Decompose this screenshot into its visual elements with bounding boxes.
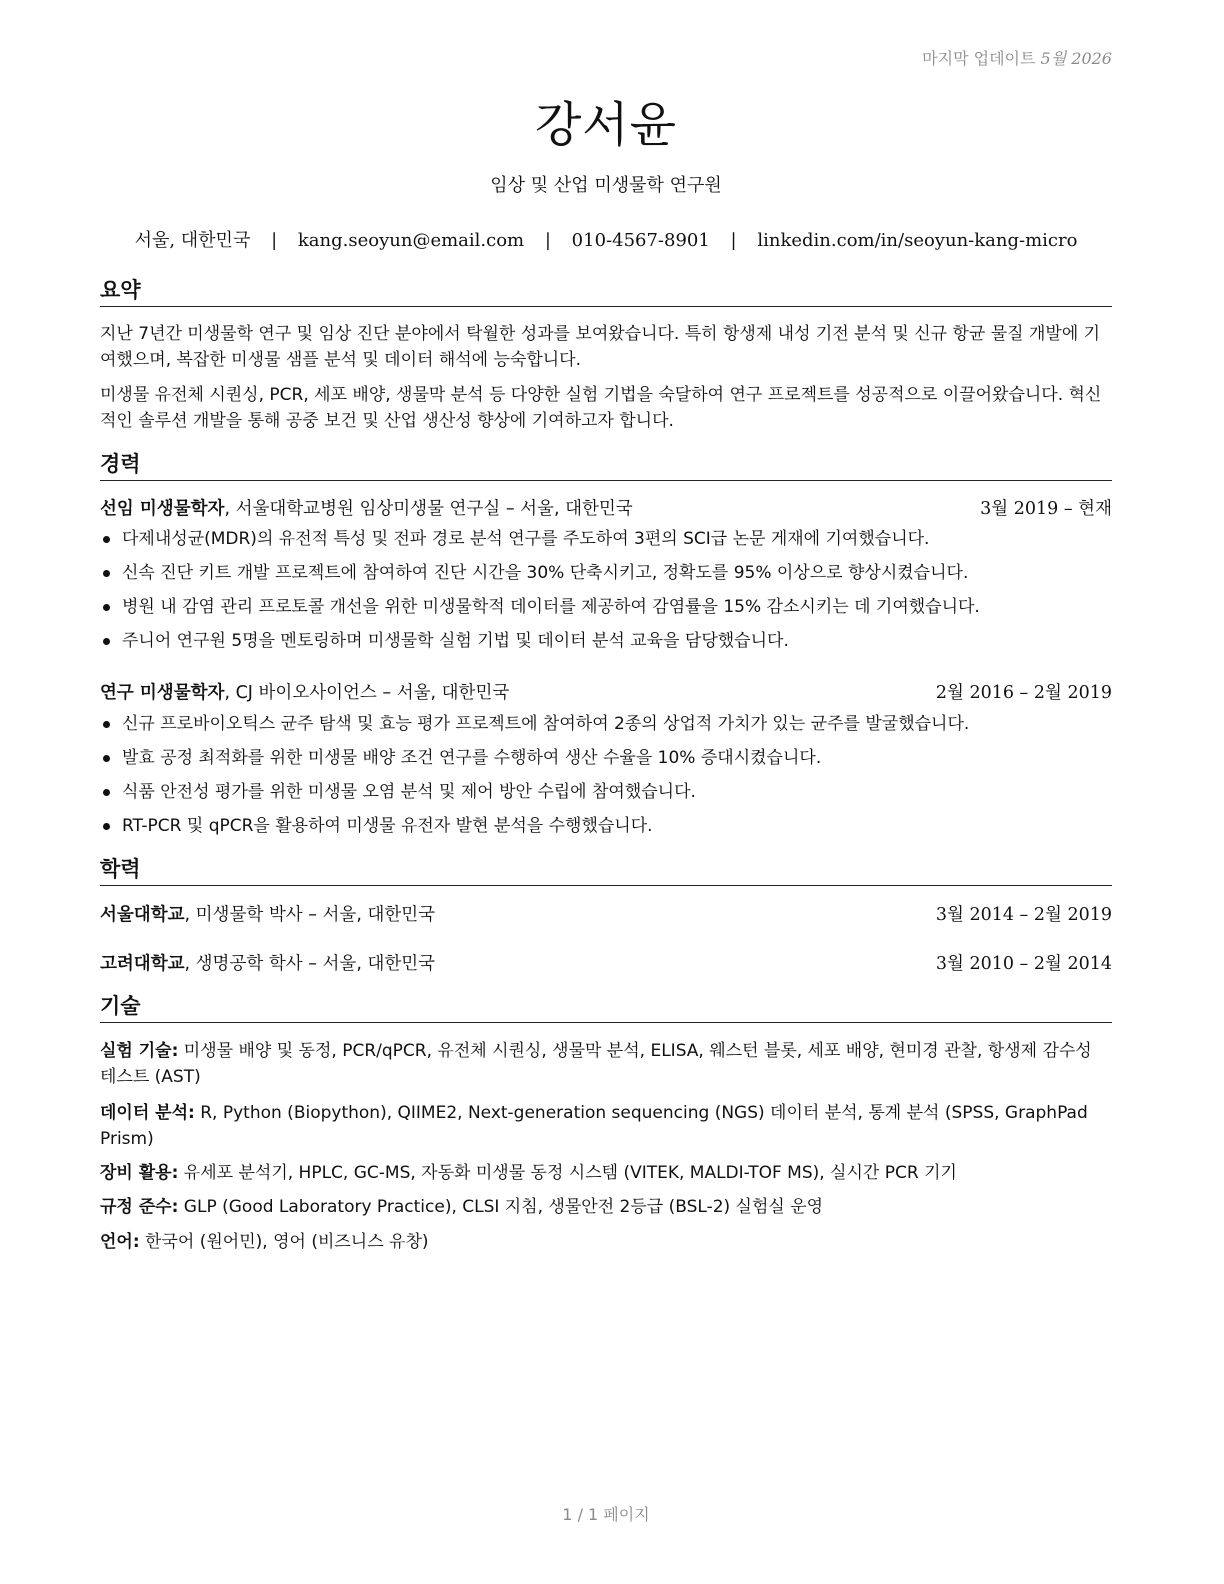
experience-bullets — [100, 527, 1112, 663]
education-dates: 3월 2010 – 2월 2014 — [935, 954, 1112, 974]
skill-item — [100, 1100, 1112, 1152]
contact-phone: 010-4567-8901 — [571, 230, 710, 251]
last-updated-date: 5월 2026 — [1040, 49, 1112, 68]
experience-role: 연구 미생물학자 — [100, 683, 225, 703]
section-title-summary: 요약 — [100, 277, 1112, 307]
contact-linkedin[interactable]: linkedin.com/in/seoyun-kang-micro — [757, 230, 1078, 251]
skill-text: 한국어 (원어민), 영어 (비즈니스 유창) — [139, 1232, 429, 1252]
skill-label: 데이터 분석: — [100, 1103, 195, 1123]
skill-label: 규정 준수: — [100, 1197, 179, 1217]
candidate-name: 강서윤 — [534, 97, 678, 153]
section-title-education: 학력 — [100, 856, 1112, 886]
experience-bullets — [100, 712, 1112, 848]
list-item — [100, 527, 1112, 561]
education-entry — [100, 903, 1112, 927]
bullet-icon — [103, 570, 110, 577]
candidate-subtitle: 임상 및 산업 미생물학 연구원 — [490, 175, 722, 196]
contact-line — [100, 226, 1112, 252]
bullet-text: 신속 진단 키트 개발 프로젝트에 참여하여 진단 시간을 30% 단축시키고, 정확도를 95% 이상으로 향상시켰습니다. — [122, 563, 969, 583]
contact-email[interactable]: kang.seoyun@email.com — [297, 230, 525, 251]
experience-entry-header — [100, 497, 1112, 521]
section-title-skills: 기술 — [100, 993, 1112, 1023]
bullet-text: 발효 공정 최적화를 위한 미생물 배양 조건 연구를 수행하여 생산 수율을 10% 증대시켰습니다. — [122, 748, 822, 768]
skill-item — [100, 1038, 1112, 1090]
page-number: 1 / 1 페이지 — [562, 1505, 650, 1524]
list-item — [100, 629, 1112, 663]
experience-org: , 서울대학교병원 임상미생물 연구실 – 서울, 대한민국 — [224, 499, 633, 519]
education-entry — [100, 952, 1112, 976]
bullet-icon — [103, 536, 110, 543]
experience-dates: 2월 2016 – 2월 2019 — [935, 683, 1112, 703]
education-detail: , 미생물학 박사 – 서울, 대한민국 — [184, 905, 436, 925]
bullet-text: 병원 내 감염 관리 프로토콜 개선을 위한 미생물학적 데이터를 제공하여 감염률을 15% 감소시키는 데 기여했습니다. — [122, 597, 980, 617]
list-item — [100, 595, 1112, 629]
section-title-experience: 경력 — [100, 451, 1112, 481]
skill-label: 실험 기술: — [100, 1041, 179, 1061]
bullet-icon — [103, 721, 110, 728]
skill-text: 유세포 분석기, HPLC, GC-MS, 자동화 미생물 동정 시스템 (VITEK, MALDI-TOF MS), 실시간 PCR 기기 — [178, 1163, 957, 1183]
skill-text: R, Python (Biopython), QIIME2, Next-generation sequencing (NGS) 데이터 분석, 통계 분석 (SPSS, GraphPad Prism) — [100, 1103, 1088, 1149]
bullet-icon — [103, 755, 110, 762]
education-school: 고려대학교 — [100, 954, 185, 974]
skill-text: GLP (Good Laboratory Practice), CLSI 지침, 생물안전 2등급 (BSL-2) 실험실 운영 — [178, 1197, 824, 1217]
experience-org: , CJ 바이오사이언스 – 서울, 대한민국 — [224, 683, 510, 703]
contact-separator: | — [271, 230, 278, 251]
list-item — [100, 712, 1112, 746]
skill-label: 장비 활용: — [100, 1163, 179, 1183]
education-detail: , 생명공학 학사 – 서울, 대한민국 — [184, 954, 436, 974]
skill-label: 언어: — [100, 1232, 140, 1252]
bullet-icon — [103, 604, 110, 611]
skill-item — [100, 1229, 1112, 1255]
contact-separator: | — [730, 230, 737, 251]
resume-page — [100, 0, 1112, 1584]
last-updated-prefix: 마지막 업데이트 — [922, 49, 1036, 68]
contact-location: 서울, 대한민국 — [134, 230, 251, 251]
bullet-text: 주니어 연구원 5명을 멘토링하며 미생물학 실험 기법 및 데이터 분석 교육을 담당했습니다. — [122, 631, 789, 651]
skill-item — [100, 1194, 1112, 1220]
bullet-icon — [103, 638, 110, 645]
bullet-icon — [103, 789, 110, 796]
bullet-text: 다제내성균(MDR)의 유전적 특성 및 전파 경로 분석 연구를 주도하여 3편의 SCI급 논문 게재에 기여했습니다. — [122, 529, 930, 549]
bullet-text: 신규 프로바이오틱스 균주 탐색 및 효능 평가 프로젝트에 참여하여 2종의 상업적 가치가 있는 균주를 발굴했습니다. — [122, 714, 970, 734]
last-updated — [922, 46, 1112, 69]
list-item — [100, 814, 1112, 848]
list-item — [100, 561, 1112, 595]
skill-item — [100, 1160, 1112, 1186]
experience-entry-header — [100, 681, 1112, 705]
list-item — [100, 746, 1112, 780]
skill-text: 미생물 배양 및 동정, PCR/qPCR, 유전체 시퀀싱, 생물막 분석, ELISA, 웨스턴 블롯, 세포 배양, 현미경 관찰, 항생제 감수성 테스트 (AST) — [100, 1041, 1092, 1087]
experience-dates: 3월 2019 – 현재 — [980, 499, 1112, 519]
summary-paragraph: 미생물 유전체 시퀀싱, PCR, 세포 배양, 생물막 분석 등 다양한 실험 기법을 숙달하여 연구 프로젝트를 성공적으로 이끌어왔습니다. 혁신적인 솔루션 개발을 통해 공중 보건 및 산업 생산성 향상에 기여하고자 합니다. — [100, 385, 1102, 431]
list-item — [100, 780, 1112, 814]
bullet-icon — [103, 823, 110, 830]
education-dates: 3월 2014 – 2월 2019 — [935, 905, 1112, 925]
bullet-text: RT-PCR 및 qPCR을 활용하여 미생물 유전자 발현 분석을 수행했습니다. — [122, 816, 653, 836]
contact-separator: | — [544, 230, 551, 251]
experience-role: 선임 미생물학자 — [100, 499, 225, 519]
summary-paragraph: 지난 7년간 미생물학 연구 및 임상 진단 분야에서 탁월한 성과를 보여왔습니다. 특히 항생제 내성 기전 분석 및 신규 항균 물질 개발에 기여했으며, 복잡한 미생물 샘플 분석 및 데이터 해석에 능숙합니다. — [100, 324, 1101, 370]
education-school: 서울대학교 — [100, 905, 185, 925]
bullet-text: 식품 안전성 평가를 위한 미생물 오염 분석 및 제어 방안 수립에 참여했습니다. — [122, 782, 696, 802]
